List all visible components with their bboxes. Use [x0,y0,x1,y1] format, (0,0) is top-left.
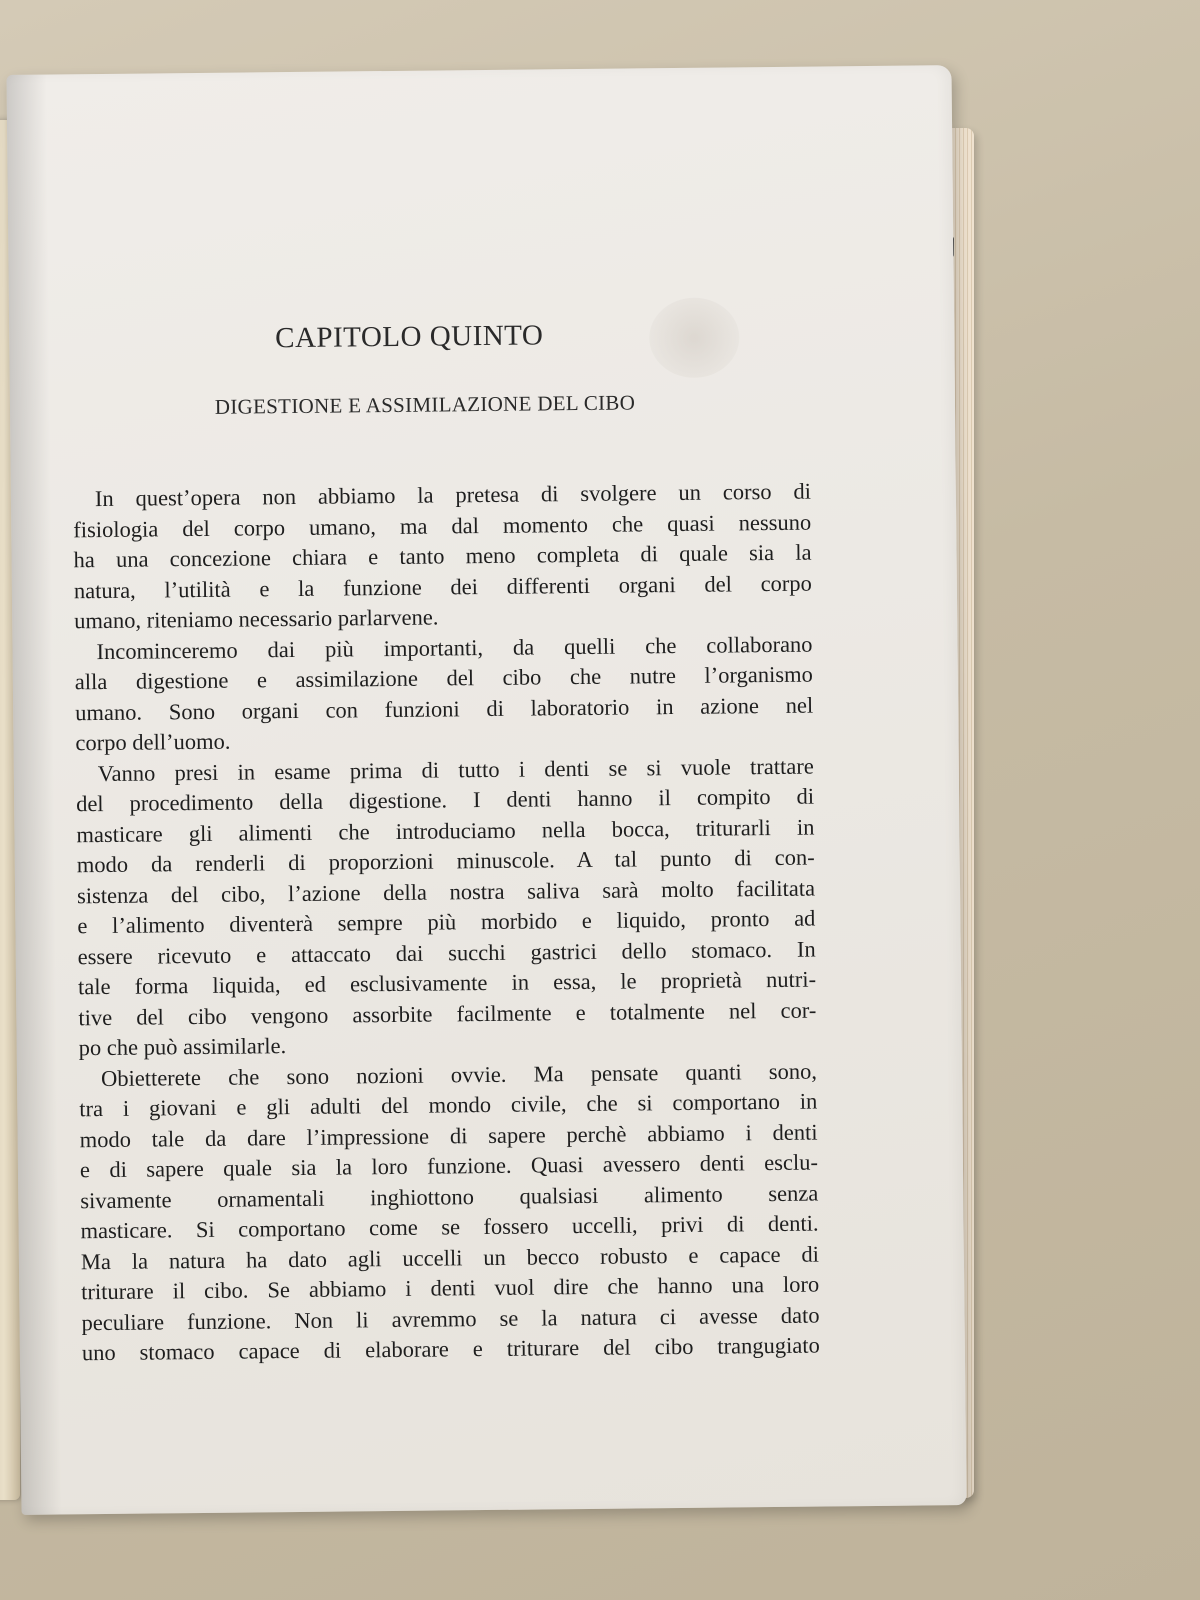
text-line: masticare gli alimenti che introduciamo nella bocca, triturarli in [76,814,815,847]
text-line: Obietterete che sono nozioni ovvie. Ma pensate quanti sono, [100,1058,818,1091]
text-line: po che può assimilarle. [78,1033,287,1061]
text-line: modo tale da dare l’impressione di sapere perchè abbiamo i denti [79,1119,818,1152]
text-line: sistenza del cibo, l’azione della nostra saliva sarà molto facilitata [76,875,816,908]
text-line: tive del cibo vengono assorbite facilmente e totalmente nel cor- [78,997,817,1030]
text-line: Ma la natura ha dato agli uccelli un becco robusto e capace di [80,1241,820,1274]
text-line: In quest’opera non abbiamo la pretesa di svolgere un corso di [94,478,812,512]
text-line: alla digestione e assimilazione del cibo che nutre l’organismo [74,661,813,695]
text-line: masticare. Si comportano come se fossero uccelli, privi di denti. [80,1210,819,1244]
text-line: Incominceremo dai più importanti, da quelli che collaborano [96,631,813,664]
text-line: peculiare funzione. Non li avremmo se la natura ci avesse dato [81,1302,820,1335]
text-line: fisiologia del corpo umano, ma dal momento che quasi nessuno [73,509,812,542]
text-line: del procedimento della digestione. I denti hanno il compito di [75,783,815,817]
body-text [73,477,820,1369]
text-line: essere ricevuto e attaccato dai succhi gastrici dello stomaco. In [77,936,816,969]
text-line: ha una concezione chiara e tanto meno completa di quale sia la [73,539,812,573]
text-line: corpo dell’uomo. [75,728,231,756]
text-line: natura, l’utilità e la funzione dei differenti organi del corpo [73,570,812,603]
text-line: e di sapere quale sia la loro funzione. Quasi avessero denti esclu- [79,1149,819,1183]
chapter-subtitle: DIGESTIONE E ASSIMILAZIONE DEL CIBO [214,390,636,419]
text-line: Vanno presi in esame prima di tutto i denti se si vuole trattare [97,753,814,786]
text-line: e l’alimento diventerà sempre più morbido e liquido, pronto ad [77,905,816,939]
text-line: tra i giovani e gli adulti del mondo civile, che si comportano in [79,1088,818,1122]
book-page [6,65,966,1515]
text-line: triturare il cibo. Se abbiamo i denti vuol dire che hanno una loro [81,1271,820,1305]
text-line: umano. Sono organi con funzioni di laboratorio in azione nel [75,692,814,725]
chapter-title: CAPITOLO QUINTO [274,319,544,355]
text-line: uno stomaco capace di elaborare e triturare del cibo trangugiato [81,1332,820,1366]
text-line: modo da renderli di proporzioni minuscole. A tal punto di con- [76,844,815,878]
text-line: umano, riteniamo necessario parlarvene. [74,604,439,634]
text-line: sivamente ornamentali inghiottono qualsiasi alimento senza [80,1180,819,1213]
text-line: tale forma liquida, ed esclusivamente in essa, le proprietà nutri- [77,966,817,1000]
